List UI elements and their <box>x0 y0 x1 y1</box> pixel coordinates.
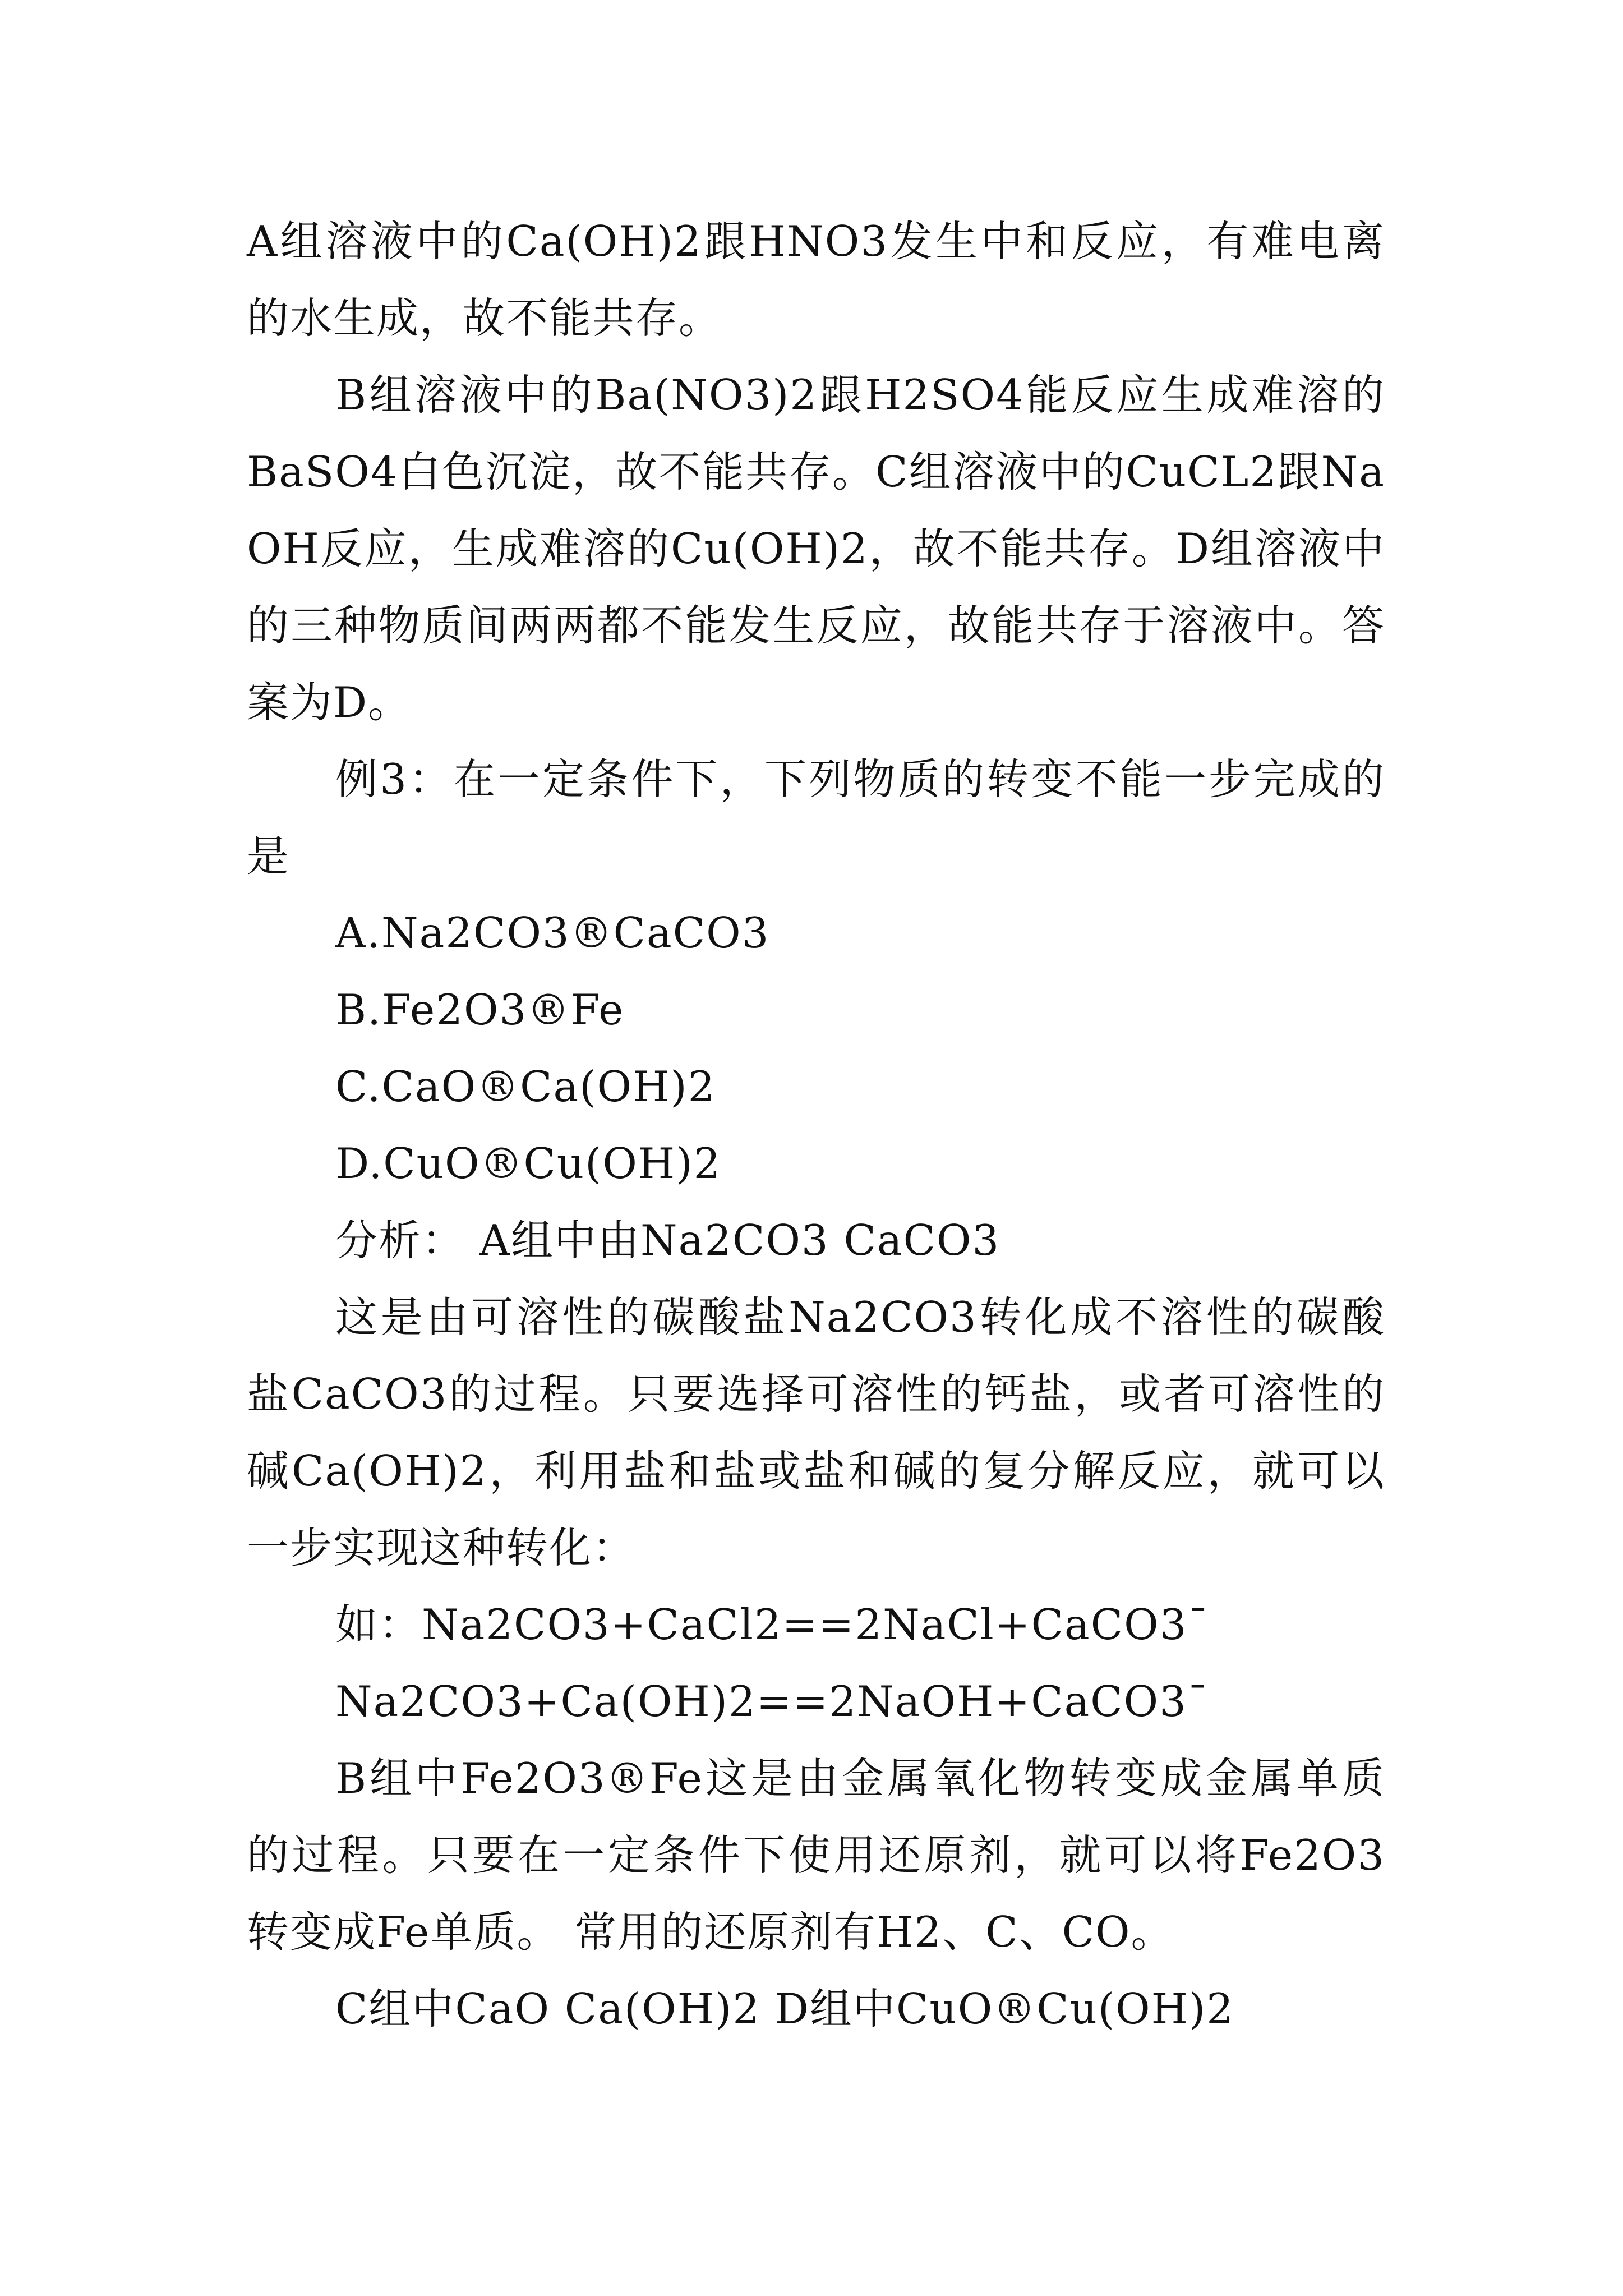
document-body <box>247 203 1385 2047</box>
option-a: A.Na2CO3®CaCO3 <box>335 908 770 958</box>
equation: 如：Na2CO3+CaCl2==2NaCl+CaCO3¯ <box>335 1600 1210 1649</box>
paragraph: B组中Fe2O3®Fe这是由金属氧化物转变成金属单质的过程。只要在一定条件下使用还原剂，就可以将Fe2O3转变成Fe单质。 常用的还原剂有H2、C、CO。 <box>247 1754 1385 1957</box>
option-d: D.CuO®Cu(OH)2 <box>335 1139 722 1188</box>
paragraph: B组溶液中的Ba(NO3)2跟H2SO4能反应生成难溶的BaSO4白色沉淀，故不能共存。C组溶液中的CuCL2跟NaOH反应，生成难溶的Cu(OH)2，故不能共存。D组溶液中的三种物质间两两都不能发生反应，故能共存于溶液中。答案为D。 <box>247 370 1385 727</box>
option-c: C.CaO®Ca(OH)2 <box>335 1062 716 1111</box>
example-question: 例3：在一定条件下，下列物质的转变不能一步完成的是 <box>247 754 1385 881</box>
analysis-heading: 分析： A组中由Na2CO3 CaCO3 <box>335 1216 1000 1265</box>
paragraph: C组中CaO Ca(OH)2 D组中CuO®Cu(OH)2 <box>335 1984 1235 2033</box>
option-b: B.Fe2O3®Fe <box>335 985 625 1034</box>
paragraph: A组溶液中的Ca(OH)2跟HNO3发生中和反应，有难电离的水生成，故不能共存。 <box>247 217 1385 343</box>
paragraph: 这是由可溶性的碳酸盐Na2CO3转化成不溶性的碳酸盐CaCO3的过程。只要选择可溶性的钙盐，或者可溶性的碱Ca(OH)2，利用盐和盐或盐和碱的复分解反应，就可以一步实现这种转化： <box>247 1292 1385 1572</box>
equation: Na2CO3+Ca(OH)2==2NaOH+CaCO3¯ <box>335 1677 1210 1726</box>
